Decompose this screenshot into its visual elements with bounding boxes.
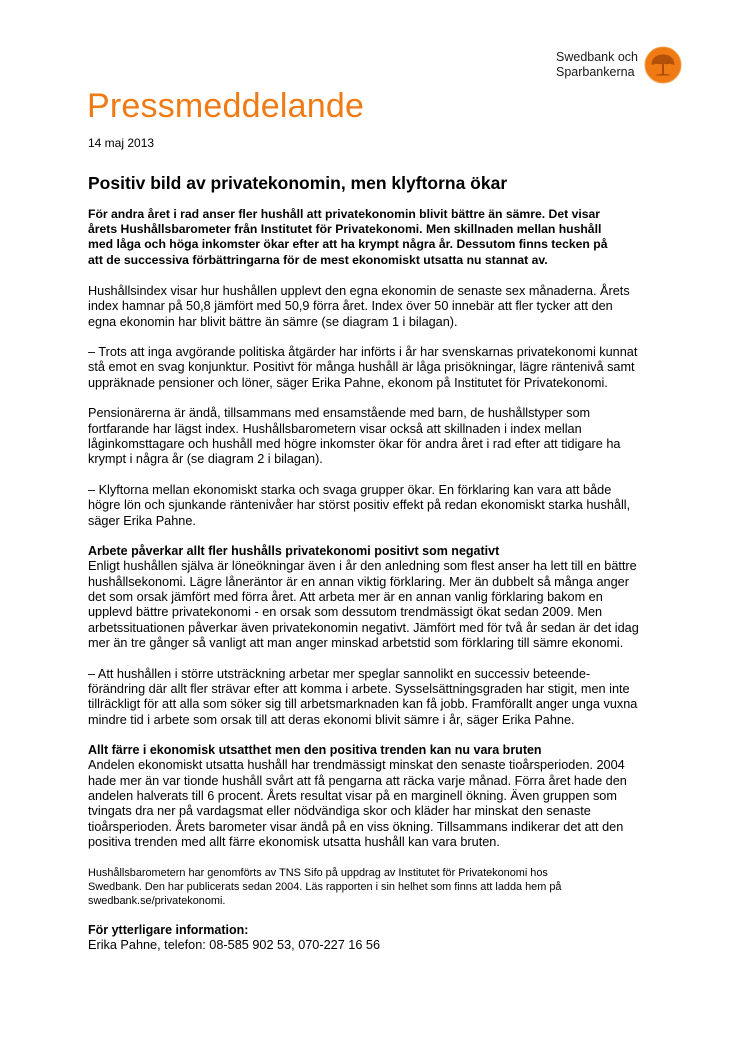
text-line: mer än tre gånger så vanligt att man anger minskad arbetstid som förklaring till sämre ekonomi. xyxy=(88,636,624,651)
text-line: upplevd bättre privatekonomi - en orsak som dessutom trendmässigt ökat sedan 2009. Men xyxy=(88,605,603,620)
lead-paragraph xyxy=(88,207,668,268)
text-line: För andra året i rad anser fler hushåll att privatekonomin blivit bättre än sämre. Det visar xyxy=(88,207,601,221)
text-line: krympt i några år (se diagram 2 i bilagan). xyxy=(88,452,323,467)
text-line: Swedbank. Den har publicerats sedan 2004. Läs rapporten i sin helhet som finns att ladda hem på xyxy=(88,880,562,893)
text-line: egna ekonomin har blivit bättre än sämre (se diagram 1 i bilagan). xyxy=(88,314,458,329)
section-work xyxy=(88,544,668,651)
contact-line: Erika Pahne, telefon: 08-585 902 53, 070-227 16 56 xyxy=(88,937,381,952)
text-line: Pensionärerna är ändå, tillsammans med ensamstående med barn, de hushållstyper som xyxy=(88,406,591,421)
paragraph-household-index xyxy=(88,284,668,330)
text-line: Hushållsindex visar hur hushållen upplevt den egna ekonomin de senaste sex månaderna. Årets xyxy=(88,283,630,298)
text-line: andelen halverats till 6 procent. Årets resultat visar på en marginell ökning. Även gruppen som xyxy=(88,788,617,803)
text-line: högre lön och sjunkande räntenivåer har störst positiv effekt på redan ekonomiskt starka hushåll, xyxy=(88,498,631,513)
text-line: arbetssituationen påverkar även privatekonomin negativt. Jämfört med för två år sedan är det idag xyxy=(88,620,639,635)
text-line: – Trots att inga avgörande politiska åtgärder har införts i år har svenskarnas privatekonomi kunnat xyxy=(88,345,638,360)
headline: Positiv bild av privatekonomin, men klyftorna ökar xyxy=(88,173,508,193)
page-title: Pressmeddelande xyxy=(87,87,365,125)
paragraph-pensioners xyxy=(88,406,668,468)
text-line: index hamnar på 50,8 jämfört med 50,9 förra året. Index över 50 innebär att fler tycker att den xyxy=(88,299,613,314)
oak-tree-icon xyxy=(644,46,682,84)
section-heading: Arbete påverkar allt fler hushålls privatekonomi positivt som negativt xyxy=(88,544,500,559)
text-line: – Att hushållen i större utsträckning arbetar mer speglar sannolikt en successiv beteende- xyxy=(88,666,591,681)
text-line: fortfarande har lägst index. Hushållsbarometern visar också att skillnaden i index mellan xyxy=(88,421,582,436)
text-line: swedbank.se/privatekonomi. xyxy=(88,894,226,907)
text-line: positiva trenden med allt färre ekonomisk utsatta hushåll kan vara bruten. xyxy=(88,835,500,850)
section-heading: Allt färre i ekonomisk utsatthet men den positiva trenden kan nu vara bruten xyxy=(88,743,542,758)
contact-heading: För ytterligare information: xyxy=(88,922,249,937)
text-line: mindre tid i arbete som orsak till att deras ekonomi blivit sämre i år, säger Erika Pahne. xyxy=(88,712,575,727)
contact-info xyxy=(88,923,668,953)
text-line: hushållsekonomi. Lägre låneräntor är en annan viktig förklaring. Mer än dubbelt så många anger xyxy=(88,574,629,589)
text-line: – Klyftorna mellan ekonomiskt starka och svaga grupper ökar. En förklaring kan vara att både xyxy=(88,482,612,497)
paragraph-quote-2 xyxy=(88,483,668,529)
logo-line-1: Swedbank och xyxy=(556,50,639,64)
text-line: tvingats dra ner på vardagsmat eller nödvändiga skor och kläder har minskat den senaste xyxy=(88,804,591,819)
text-line: uppräknade pensioner och löner, säger Erika Pahne, ekonom på Institutet för Privatekonomi. xyxy=(88,375,608,390)
text-line: tillräckligt för att alla som söker sig till arbetsmarknaden kan få jobb. Framförallt anger unga vuxna xyxy=(88,697,638,712)
publish-date: 14 maj 2013 xyxy=(88,136,155,150)
paragraph-quote-3 xyxy=(88,667,668,729)
text-line: tioårsperioden. Årets barometer visar ändå på en viss ökning. Tillsammans indikerar det att den xyxy=(88,819,624,834)
text-line: säger Erika Pahne. xyxy=(88,513,196,528)
text-line: med låga och höga inkomster ökar efter att ha krympt några år. Dessutom finns tecken på xyxy=(88,237,608,252)
swedbank-logo xyxy=(556,46,682,84)
text-line: låginkomsttagare och hushåll med högre inkomster ökar för andra året i rad efter att tidigare ha xyxy=(88,437,621,452)
text-line: hade mer än var tionde hushåll svårt att få pengarna att räcka varje månad. Förra året hade den xyxy=(88,773,627,788)
text-line: Enligt hushållen själva är löneökningar även i år den anledning som flest anser ha lett till en bättre xyxy=(88,559,637,574)
section-vulnerability xyxy=(88,743,668,850)
text-line: årets Hushållsbarometer från Institutet för Privatekonomi. Men skillnaden mellan hushåll xyxy=(88,222,602,237)
text-line: förändring där allt fler strävar efter att komma i arbete. Sysselsättningsgraden har stigit, men inte xyxy=(88,681,630,696)
text-line: Hushållsbarometern har genomförts av TNS Sifo på uppdrag av Institutet för Privatekonomi hos xyxy=(88,866,548,879)
article-body xyxy=(88,207,668,953)
logo-line-2: Sparbankerna xyxy=(556,65,635,79)
text-line: att de successiva förbättringarna för de mest ekonomiskt utsatta nu stannat av. xyxy=(88,252,548,267)
text-line: det som orsak jämfört med förra året. Att arbeta mer är en annan vanlig förklaring bakom en xyxy=(88,589,603,604)
text-line: stå emot en svag konjunktur. Positivt för många hushåll är låga prisökningar, lägre räntenivå samt xyxy=(88,360,635,375)
footnote xyxy=(88,866,668,908)
logo-wordmark xyxy=(556,50,638,80)
text-line: Andelen ekonomiskt utsatta hushåll har trendmässigt minskat den senaste tioårsperioden. 2004 xyxy=(88,758,625,773)
paragraph-quote-1 xyxy=(88,345,668,391)
